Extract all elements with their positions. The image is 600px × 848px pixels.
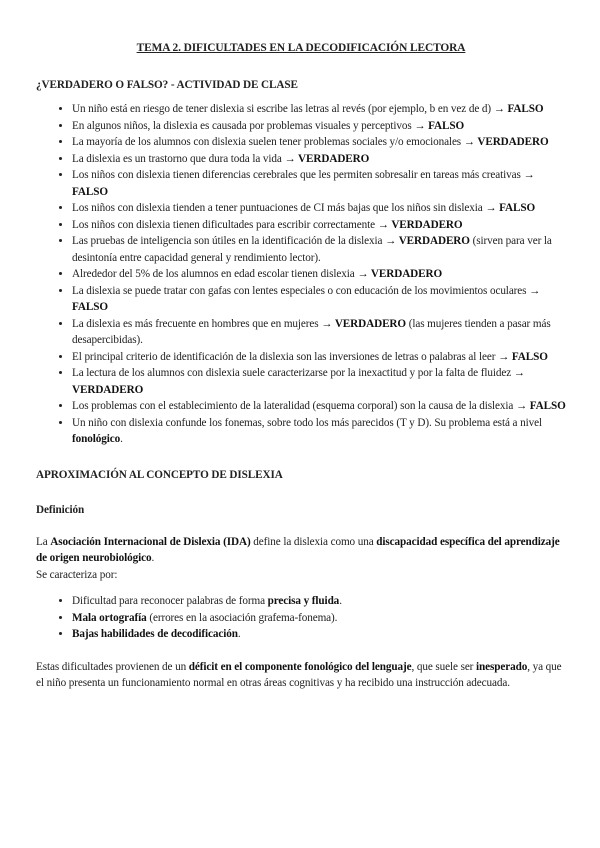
list-item: • Los niños con dislexia tienen dificultades para escribir correctamente → VERDADERO: [72, 217, 566, 234]
list-item: • Los niños con dislexia tienden a tener puntuaciones de CI más bajas que los niños sin dislexia → FALSO: [72, 200, 566, 217]
quiz-list: [36, 101, 566, 448]
quiz-heading: ¿VERDADERO O FALSO? - ACTIVIDAD DE CLASE: [36, 78, 298, 91]
list-item: • Bajas habilidades de decodificación.: [72, 626, 566, 643]
definition-paragraph: La Asociación Internacional de Dislexia (IDA) define la dislexia como una discapacidad específica del aprendizaje de origen neurobiológico.: [36, 535, 560, 564]
list-item: • Mala ortografía (errores en la asociación grafema-fonema).: [72, 610, 566, 627]
document-title: TEMA 2. DIFICULTADES EN LA DECODIFICACIÓN LECTORA: [136, 42, 466, 54]
list-item: • Dificultad para reconocer palabras de forma precisa y fluida.: [72, 593, 566, 610]
subheading-definicion: Definición: [36, 504, 85, 516]
list-item: • La dislexia es más frecuente en hombres que en mujeres → VERDADERO (las mujeres tienden a pasar más desapercibidas).: [72, 316, 566, 349]
list-item: • La lectura de los alumnos con dislexia suele caracterizarse por la inexactitud y por la falta de fluidez → VERDADERO: [72, 365, 566, 398]
list-item: • Las pruebas de inteligencia son útiles en la identificación de la dislexia → VERDADERO (sirven para ver la desintonía entre capacidad general y rendimiento lector).: [72, 233, 566, 266]
list-item: • Un niño con dislexia confunde los fonemas, sobre todo los más parecidos (T y D). Su problema está a nivel fonológico.: [72, 415, 566, 448]
list-item: • La mayoría de los alumnos con dislexia suelen tener problemas sociales y/o emocionales → VERDADERO: [72, 134, 566, 151]
document-page: [36, 40, 566, 692]
section-heading-dislexia: APROXIMACIÓN AL CONCEPTO DE DISLEXIA: [36, 468, 283, 481]
closing-paragraph: Estas dificultades provienen de un déficit en el componente fonológico del lenguaje, que suele ser inesperado, ya que el niño presenta un funcionamiento normal en otras áreas cognitivas y ha recibido una instrucción adecuada.: [36, 660, 562, 689]
list-item: • La dislexia se puede tratar con gafas con lentes especiales o con educación de los movimientos oculares → FALSO: [72, 283, 566, 316]
list-item: • En algunos niños, la dislexia es causada por problemas visuales y perceptivos → FALSO: [72, 118, 566, 135]
list-item: • La dislexia es un trastorno que dura toda la vida → VERDADERO: [72, 151, 566, 168]
definition-intro: Se caracteriza por:: [36, 568, 118, 581]
list-item: • Alrededor del 5% de los alumnos en edad escolar tienen dislexia → VERDADERO: [72, 266, 566, 283]
list-item: • Los problemas con el establecimiento de la lateralidad (esquema corporal) son la causa de la dislexia → FALSO: [72, 398, 566, 415]
list-item: • El principal criterio de identificación de la dislexia son las inversiones de letras o palabras al leer → FALSO: [72, 349, 566, 366]
list-item: • Los niños con dislexia tienen diferencias cerebrales que les permiten sobresalir en tareas más creativas → FALSO: [72, 167, 566, 200]
list-item: • Un niño está en riesgo de tener dislexia si escribe las letras al revés (por ejemplo, b en vez de d) → FALSO: [72, 101, 566, 118]
traits-list: [36, 593, 566, 643]
